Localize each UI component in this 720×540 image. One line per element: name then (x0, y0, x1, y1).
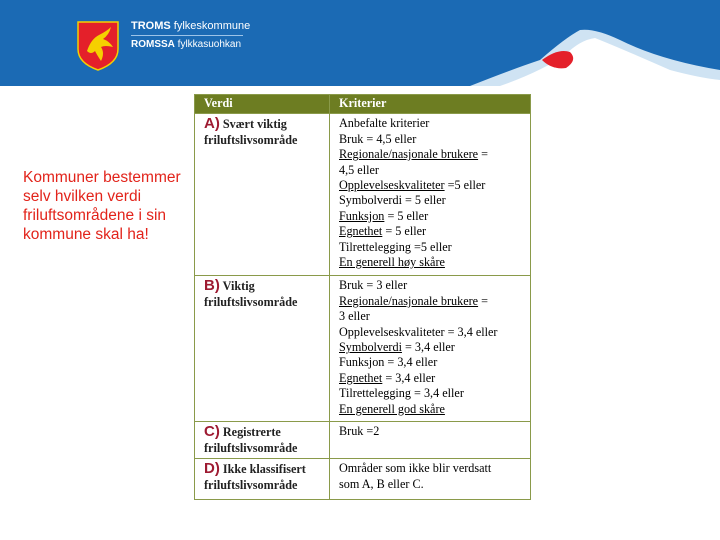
criteria-text: Bruk = 3 eller (339, 278, 408, 293)
brand-divider (131, 35, 243, 36)
criteria-underlined: Regionale/nasjonale brukere (339, 293, 479, 308)
category-letter: D) (204, 460, 220, 478)
table-row (195, 114, 531, 276)
table-row (195, 276, 531, 422)
verdi-cell (195, 422, 330, 459)
table-row (195, 422, 531, 459)
category-letter: A) (204, 115, 220, 133)
criteria-line (339, 325, 524, 340)
criteria-text: 3 eller (339, 309, 370, 324)
criteria-cell (330, 422, 531, 459)
criteria-underlined: Regionale/nasjonale brukere (339, 147, 479, 162)
category-label: Svært viktig friluftslivsområde (204, 117, 298, 147)
category-label: Ikke klassifisert friluftslivsområde (204, 462, 306, 492)
verdi-cell (195, 276, 330, 422)
criteria-underlined: En generell høy skåre (339, 255, 445, 270)
criteria-text: Opplevelseskvaliteter = 3,4 eller (339, 324, 498, 339)
criteria-line (339, 340, 524, 355)
criteria-line (339, 178, 524, 193)
criteria-line (339, 224, 524, 239)
category-label: Registrerte friluftslivsområde (204, 425, 298, 455)
criteria-text: = (478, 147, 489, 162)
criteria-text: Bruk =2 (339, 424, 380, 439)
criteria-line (339, 461, 524, 476)
criteria-text: Tilrettelegging =5 eller (339, 239, 452, 254)
criteria-text: = 5 eller (384, 208, 429, 223)
criteria-underlined: Egnethet (339, 370, 383, 385)
criteria-table (194, 94, 531, 500)
criteria-text: Tilrettelegging = 3,4 eller (339, 386, 464, 401)
criteria-cell (330, 276, 531, 422)
criteria-text: Funksjon = 3,4 eller (339, 355, 438, 370)
coat-of-arms-logo (77, 21, 119, 71)
criteria-text: = 3,4 eller (382, 370, 436, 385)
criteria-underlined: Funksjon (339, 208, 385, 223)
criteria-text: Anbefalte kriterier (339, 116, 430, 131)
category-label: Viktig friluftslivsområde (204, 279, 298, 309)
header-kriterier: Kriterier (330, 95, 531, 114)
table-row (195, 459, 531, 500)
criteria-text: = 3,4 eller (401, 340, 455, 355)
criteria-line (339, 193, 524, 208)
criteria-line (339, 147, 524, 162)
criteria-text: Områder som ikke blir verdsatt (339, 461, 492, 476)
verdi-cell (195, 114, 330, 276)
criteria-line (339, 116, 524, 131)
criteria-text: Symbolverdi = 5 eller (339, 193, 446, 208)
criteria-line (339, 386, 524, 401)
criteria-line (339, 309, 524, 324)
header-banner (0, 0, 720, 86)
brand-line-1: TROMS fylkeskommune (131, 20, 251, 32)
criteria-line (339, 163, 524, 178)
category-letter: B) (204, 277, 220, 295)
category-letter: C) (204, 423, 220, 441)
criteria-line (339, 132, 524, 147)
criteria-text: = (478, 293, 489, 308)
criteria-text: som A, B eller C. (339, 476, 424, 491)
criteria-cell (330, 114, 531, 276)
brand-line-2: ROMSSA fylkkasuohkan (131, 39, 242, 50)
criteria-text: Bruk = 4,5 eller (339, 131, 417, 146)
header-verdi: Verdi (195, 95, 330, 114)
criteria-underlined: Symbolverdi (339, 340, 402, 355)
criteria-text: =5 eller (444, 178, 486, 193)
criteria-line (339, 355, 524, 370)
criteria-text: = 5 eller (382, 224, 427, 239)
criteria-line (339, 255, 524, 270)
mountain-graphic (470, 0, 720, 86)
criteria-text: 4,5 eller (339, 162, 379, 177)
criteria-cell (330, 459, 531, 500)
criteria-underlined: Egnethet (339, 224, 383, 239)
side-text: Kommuner bestemmer selv hvilken verdi friluftsområdene i sin kommune skal ha! (23, 169, 181, 243)
criteria-underlined: Opplevelseskvaliteter (339, 178, 445, 193)
criteria-line (339, 278, 524, 293)
criteria-line (339, 371, 524, 386)
criteria-line (339, 477, 524, 492)
criteria-line (339, 424, 524, 439)
criteria-line (339, 209, 524, 224)
criteria-underlined: En generell god skåre (339, 401, 445, 416)
criteria-line (339, 402, 524, 417)
criteria-line (339, 240, 524, 255)
criteria-line (339, 294, 524, 309)
verdi-cell (195, 459, 330, 500)
